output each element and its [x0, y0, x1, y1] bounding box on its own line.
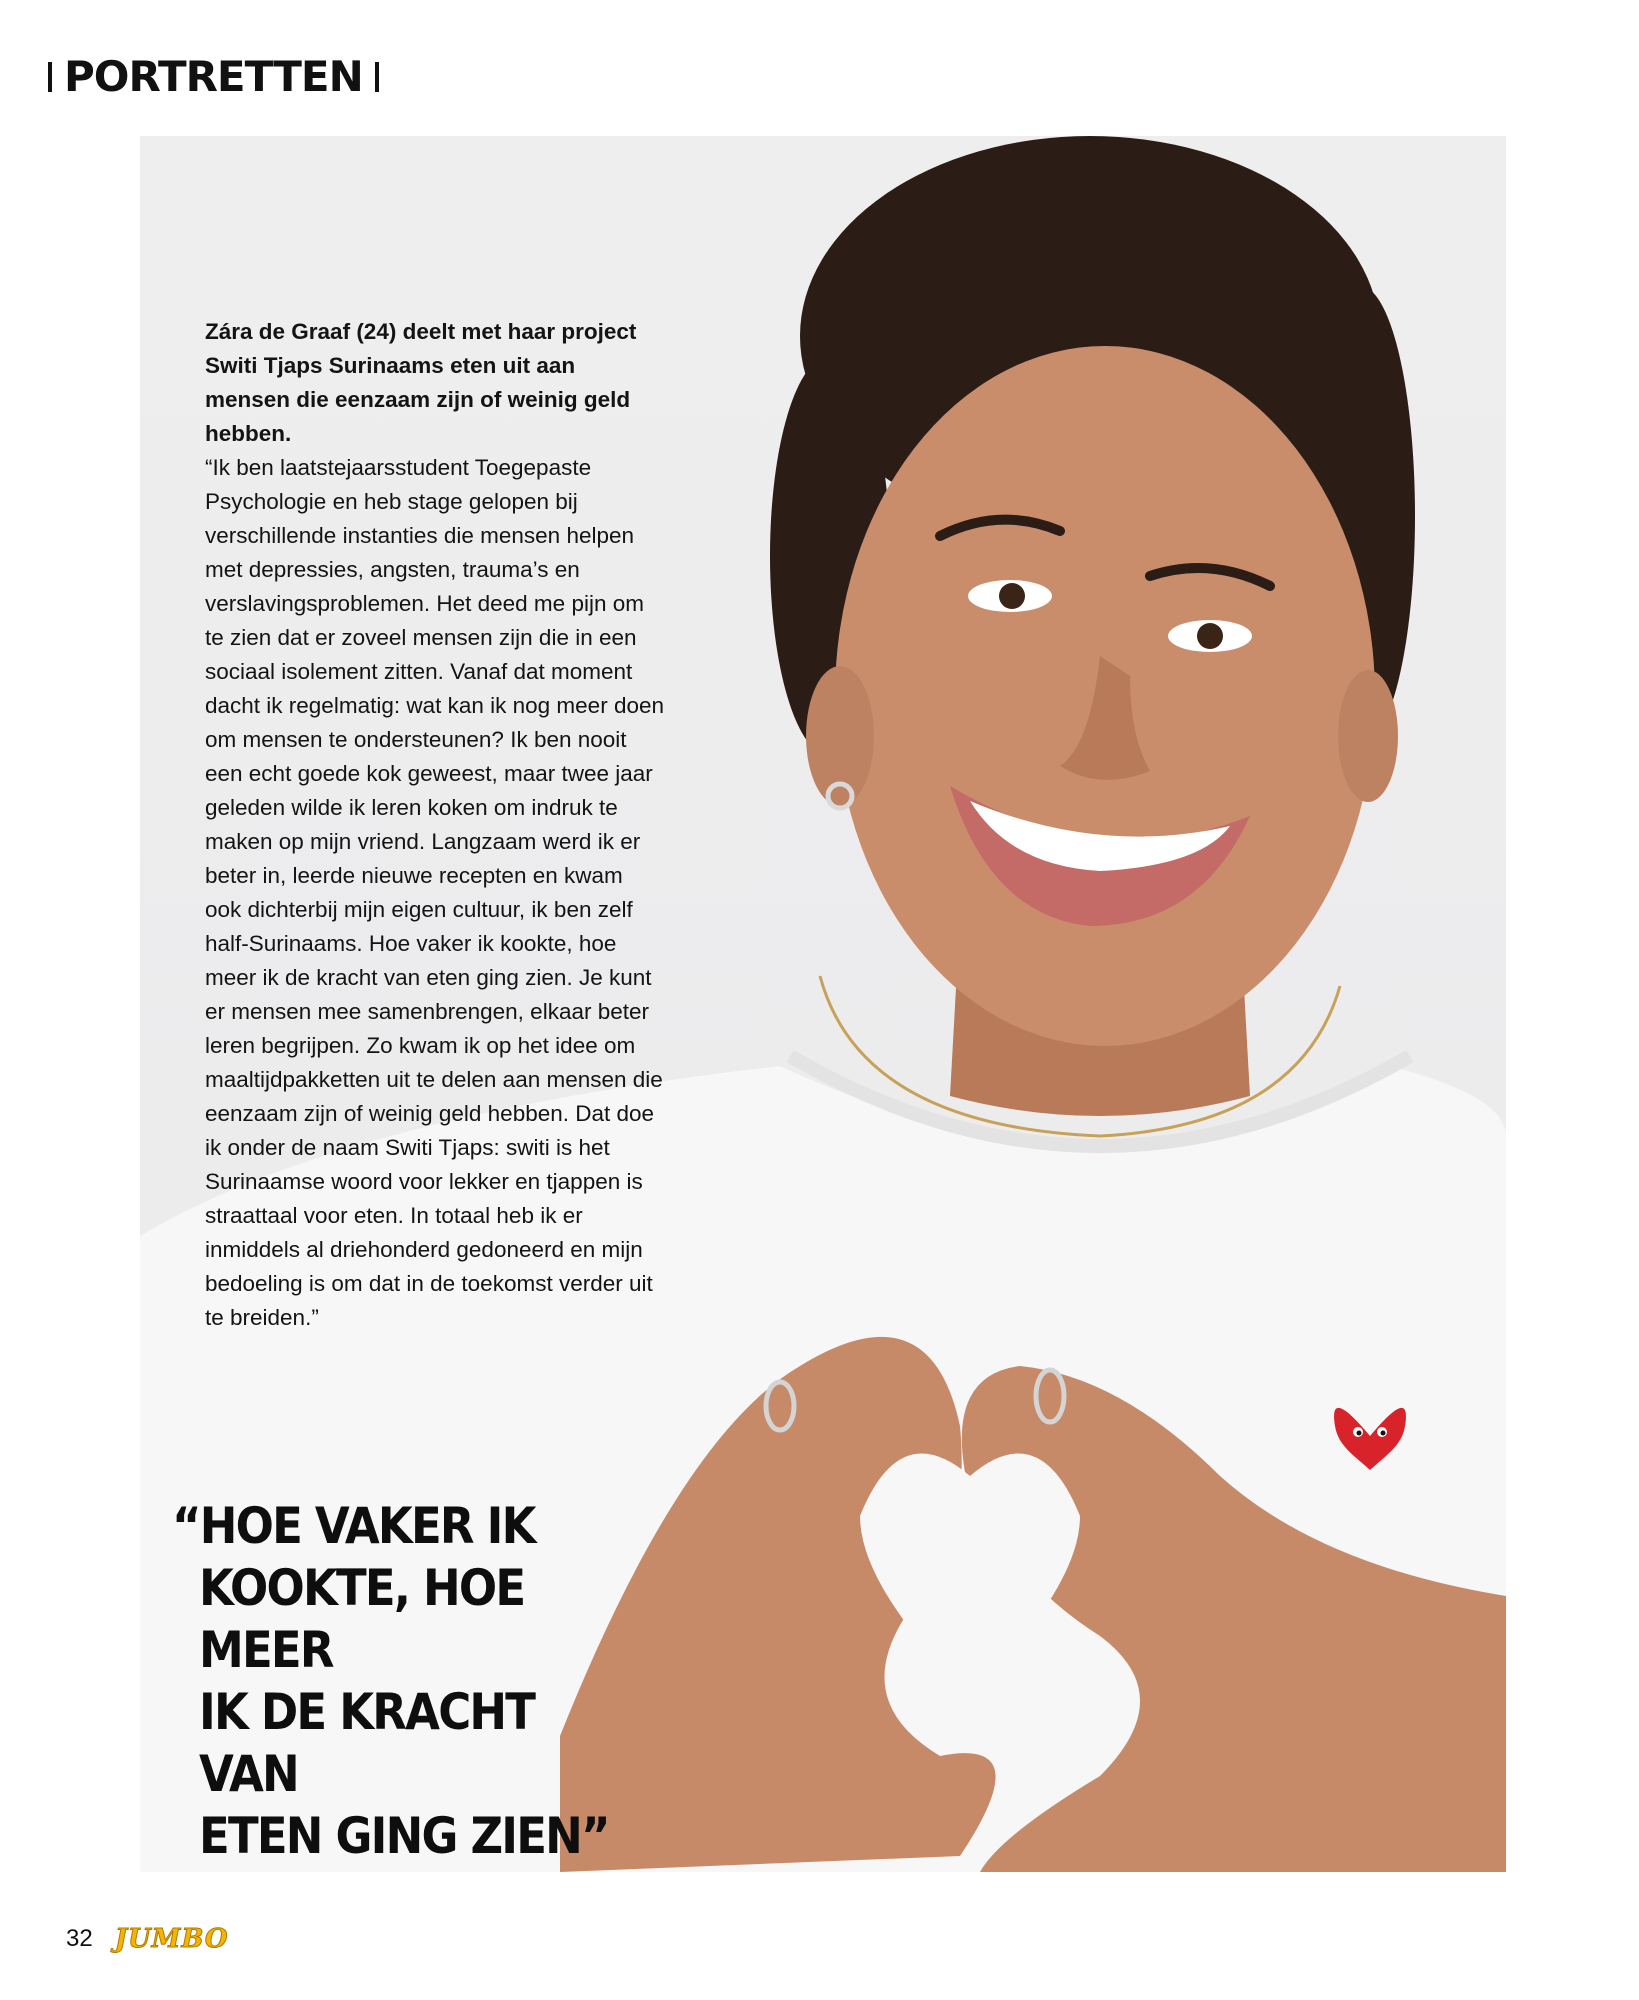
- pull-quote-line: “HOE VAKER IK: [172, 1497, 535, 1555]
- ear-right: [1338, 670, 1398, 802]
- divider-left: [48, 62, 52, 92]
- pull-quote-line: IK DE KRACHT VAN: [199, 1683, 535, 1803]
- page-footer: [66, 1924, 229, 1954]
- article-lead: Zára de Graaf (24) deelt met haar project Switi Tjaps Surinaams eten uit aan mensen die eenzaam zijn of weinig geld hebben.: [205, 319, 637, 446]
- article-body: “Ik ben laatstejaarsstudent Toegepaste Psychologie en heb stage gelopen bij verschillende instanties die mensen helpen met depressies, angsten, trauma’s en verslavingsproblemen. Het deed me pijn om te zien dat er zoveel mensen zijn die in een sociaal isolement zitten. Vanaf dat moment dacht ik regelmatig: wat kan ik nog meer doen om mensen te ondersteunen? Ik ben nooit een echt goede kok geweest, maar twee jaar geleden wilde ik leren koken om indruk te maken op mijn vriend. Langzaam werd ik er beter in, leerde nieuwe recepten en kwam ook dichterbij mijn eigen cultuur, ik ben zelf half-Surinaams. Hoe vaker ik kookte, hoe meer ik de kracht van eten ging zien. Je kunt er mensen mee samenbrengen, elkaar beter leren begrijpen. Zo kwam ik op het idee om maaltijdpakketten uit te delen aan mensen die eenzaam zijn of weinig geld hebben. Dat doe ik onder de naam Switi Tjaps: switi is het Surinaamse woord voor lekker en tjappen is straattaal voor eten. In totaal heb ik er inmiddels al driehonderd gedoneerd en mijn bedoeling is om dat in de toekomst verder uit te breiden.”: [205, 455, 664, 1330]
- section-title: PORTRETTEN: [64, 52, 363, 101]
- divider-right: [375, 62, 379, 92]
- jumbo-logo: JUMBO: [114, 1924, 229, 1954]
- article-text: [205, 315, 665, 1335]
- section-header: [48, 52, 379, 101]
- pull-quote-line: ETEN GING ZIEN”: [199, 1807, 609, 1865]
- page-number: 32: [66, 1925, 93, 1952]
- pull-quote-line: KOOKTE, HOE MEER: [199, 1559, 525, 1679]
- pull-quote: [172, 1495, 640, 1867]
